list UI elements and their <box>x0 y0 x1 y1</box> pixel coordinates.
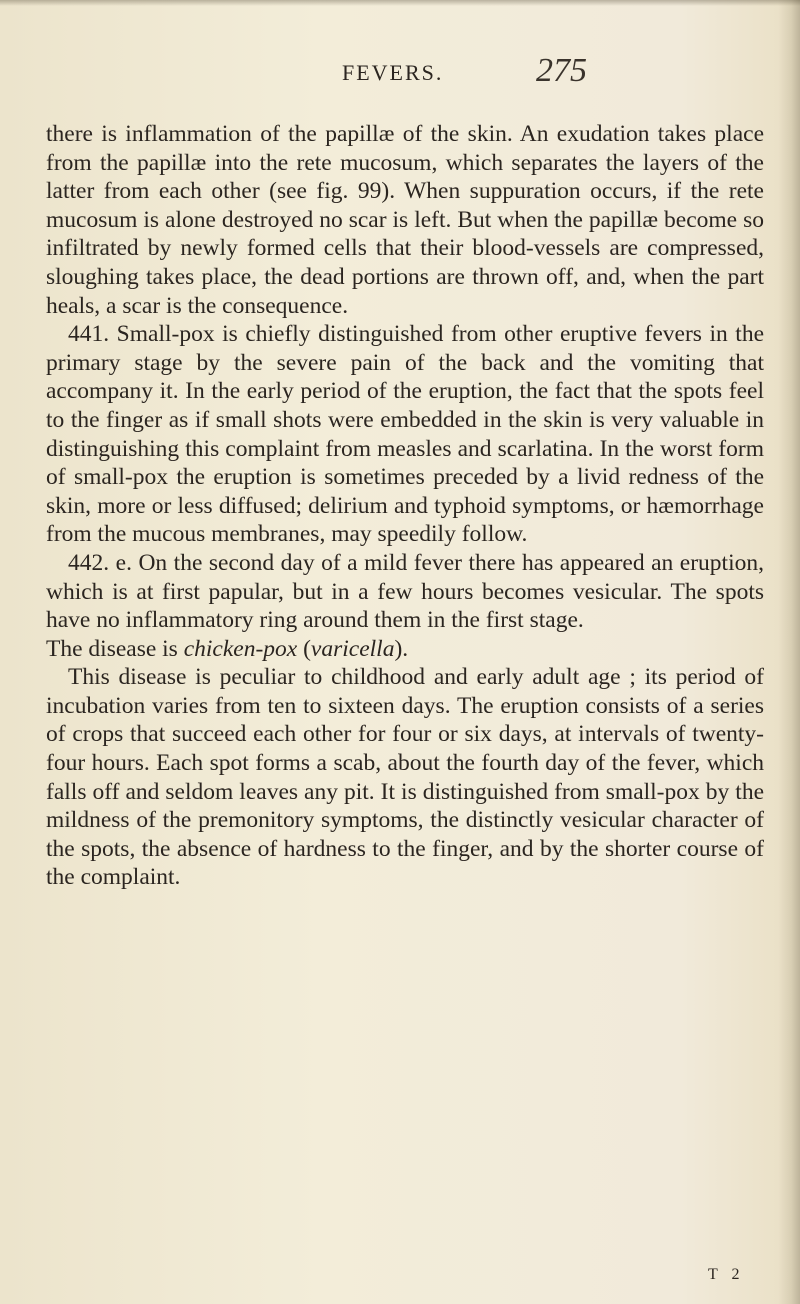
diagnosis-close-paren: ). <box>394 635 409 662</box>
page-gutter-shadow <box>778 0 800 1304</box>
diagnosis-open-paren: ( <box>297 635 311 662</box>
page-body <box>46 120 764 892</box>
page-header <box>0 52 800 100</box>
page-top-edge <box>0 0 800 6</box>
signature-mark: T 2 <box>708 1266 745 1283</box>
running-head: FEVERS. <box>342 60 444 85</box>
paragraph-diagnosis <box>46 635 764 664</box>
paragraph-papillae: there is inflammation of the papillæ of the skin. An exudation takes place from the papillæ into the rete mucosum, which separates the layers of the latter from each other (see fig. 99). When suppuration occurs, if the rete mucosum is alone destroyed no scar is left. But when the papillæ become so infiltrated by newly formed cells that their blood-vessels are compressed, sloughing takes place, the dead portions are thrown off, and, when the part heals, a scar is the consequence. <box>46 121 764 319</box>
paragraph-442-eruption: 442. e. On the second day of a mild fever there has appeared an eruption, which is at first papular, but in a few hours becomes vesicular. The spots have no inflammatory ring around them in the first stage. <box>46 549 764 634</box>
paragraph-441-small-pox: 441. Small-pox is chiefly distinguished from other eruptive fevers in the primary stage by the severe pain of the back and the vomiting that accompany it. In the early period of the eruption, the fact that the spots feel to the finger as if small shots were embedded in the skin is very valuable in distinguishing this complaint from measles and scarlatina. In the worst form of small-pox the eruption is sometimes preceded by a livid redness of the skin, more or less diffused; delirium and typhoid symptoms, or hæmorrhage from the mucous membranes, may speedily follow. <box>46 321 764 548</box>
page-number: 275 <box>536 52 587 89</box>
disease-latin-term: varicella <box>310 635 395 662</box>
disease-term: chicken-pox <box>183 635 298 662</box>
paragraph-chicken-pox-description: This disease is peculiar to childhood and early adult age ; its period of incubation varies from ten to sixteen days. The eruption consists of a series of crops that succeed each other for four or six days, at intervals of twenty-four hours. Each spot forms a scab, about the fourth day of the fever, which falls off and seldom leaves any pit. It is distinguished from small-pox by the mildness of the premonitory symptoms, the distinctly vesicular character of the spots, the absence of hardness to the finger, and by the shorter course of the complaint. <box>46 664 764 891</box>
diagnosis-prefix: The disease is <box>46 635 184 662</box>
